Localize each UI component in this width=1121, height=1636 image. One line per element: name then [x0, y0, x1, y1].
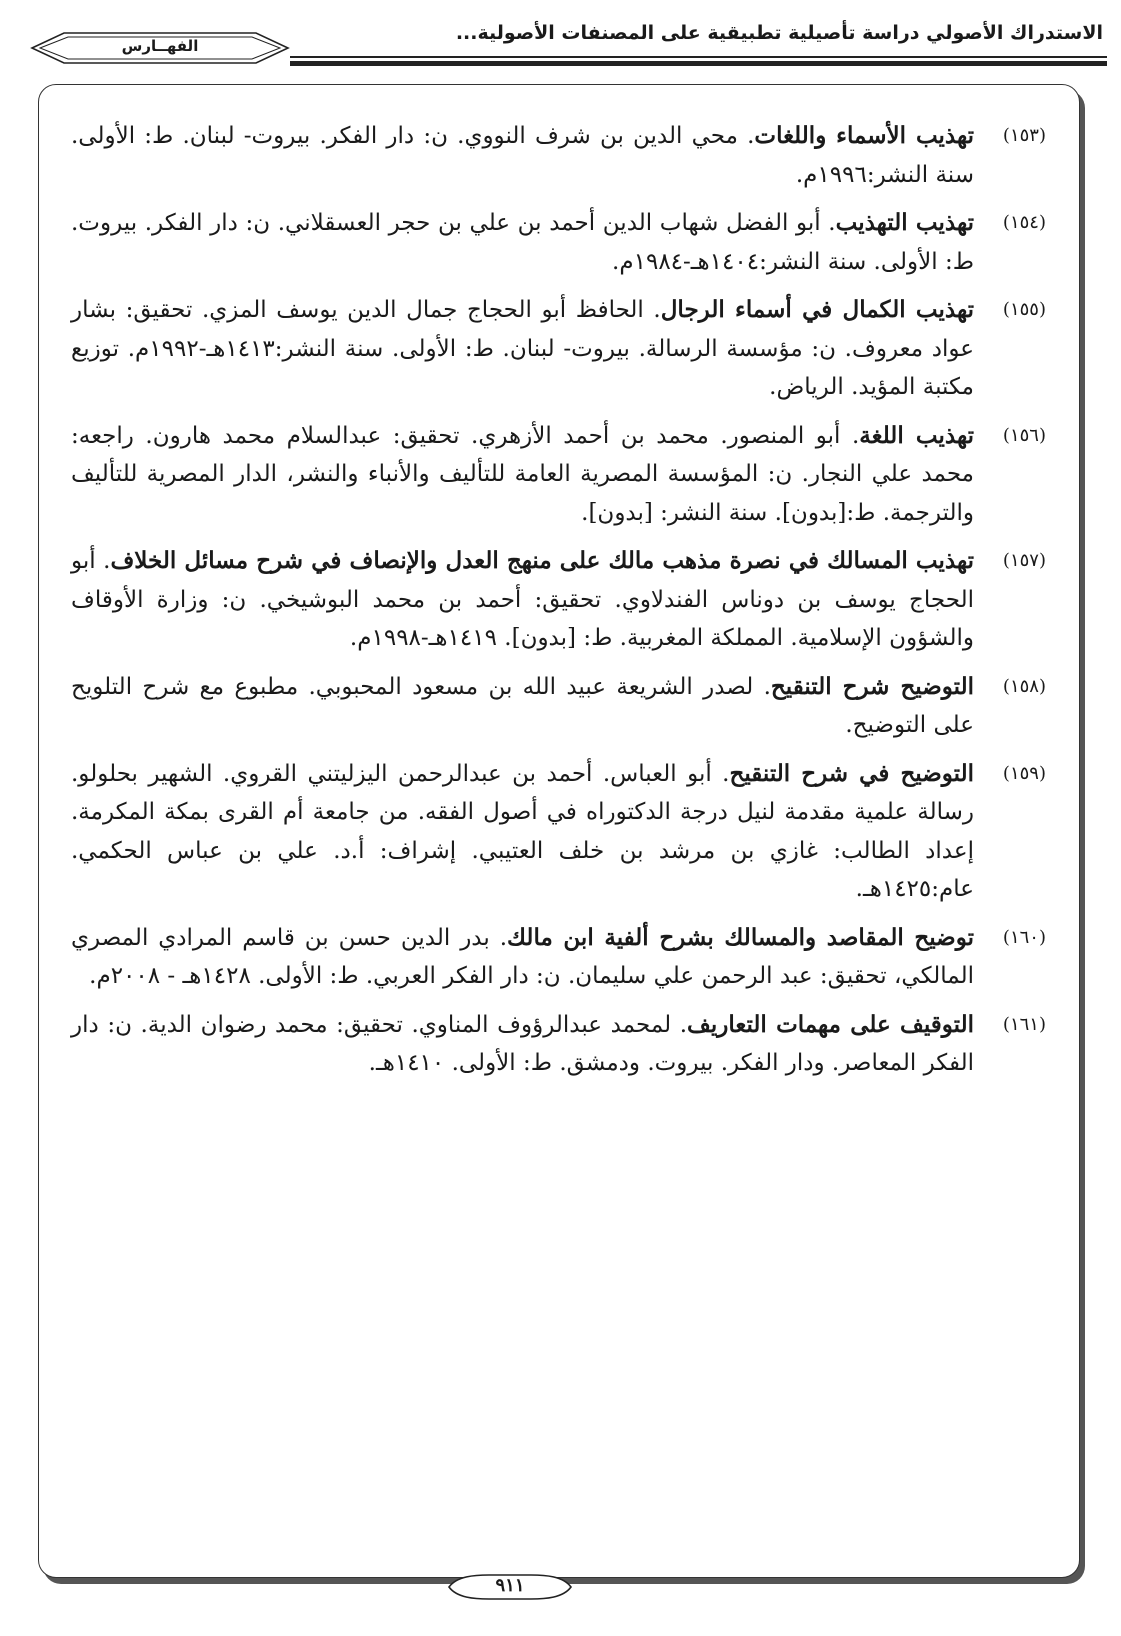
- bibliography-entry: [71, 204, 1046, 281]
- bibliography-entry: [71, 417, 1046, 533]
- entry-title: التوضيح في شرح التنقيح: [729, 759, 974, 787]
- page-number: ٩١١: [495, 1575, 525, 1596]
- entry-title: تهذيب اللغة: [859, 421, 974, 449]
- entry-number: (١٥٩): [1002, 762, 1046, 784]
- entry-title: تهذيب الكمال في أسماء الرجال: [660, 296, 974, 323]
- bibliography-entry: [71, 668, 1046, 745]
- entry-details: . محي الدين بن شرف النووي. ن: دار الفكر. بيروت- لبنان. ط: الأولى. سنة النشر:١٩٩٦م.: [71, 123, 974, 188]
- entry-number: (١٥٧): [1002, 550, 1046, 571]
- bibliography-entry: [71, 117, 1046, 194]
- entry-details: . لمحمد عبدالرؤوف المناوي. تحقيق: محمد رضوان الدية. ن: دار الفكر المعاصر. ودار الفكر. بيروت. ودمشق. ط: الأولى. ١٤١٠هـ.: [71, 1011, 974, 1076]
- entry-title: تهذيب الأسماء واللغات: [754, 122, 975, 149]
- entry-title: تهذيب التهذيب: [835, 209, 974, 236]
- entry-details: . أبو الحجاج يوسف بن دوناس الفندلاوي. تحقيق: أحمد بن محمد البوشيخي. ن: وزارة الأوقاف والشؤون الإسلامية. المملكة المغربية. ط: [بدون]. ١٤١٩هـ-١٩٩٨م.: [71, 548, 974, 651]
- entry-details: . لصدر الشريعة عبيد الله بن مسعود المحبوبي. مطبوع مع شرح التلويح على التوضيح.: [71, 673, 974, 738]
- bibliography-entry: [71, 755, 1046, 909]
- bibliography-entry: [71, 542, 1046, 658]
- section-label: الفهــارس: [121, 37, 199, 55]
- entry-details: . بدر الدين حسن بن قاسم المرادي المصري المالكي، تحقيق: عبد الرحمن علي سليمان. ن: دار الفكر العربي. ط: الأولى. ١٤٢٨هـ - ٢٠٠٨م.: [71, 924, 974, 989]
- entry-number: (١٥٤): [1002, 212, 1046, 233]
- section-tab: [30, 30, 290, 66]
- entry-number: (١٥٣): [1002, 125, 1046, 146]
- header-rule-thin: [290, 56, 1107, 58]
- entry-details: . الحافظ أبو الحجاج جمال الدين يوسف المزي. تحقيق: بشار عواد معروف. ن: مؤسسة الرسالة. بيروت- لبنان. ط: الأولى. سنة النشر:١٤١٣هـ-١٩٩٢م. توزيع مكتبة المؤيد. الرياض.: [71, 297, 974, 400]
- page-number-badge: [445, 1572, 575, 1602]
- entry-number: (١٥٦): [1002, 424, 1046, 446]
- bibliography-list: [71, 117, 1046, 1093]
- book-title: الاستدراك الأصولي دراسة تأصيلية تطبيقية على المصنفات الأصولية...: [455, 22, 1103, 44]
- bibliography-entry: [71, 1006, 1046, 1083]
- entry-title: توضيح المقاصد والمسالك بشرح ألفية ابن مالك: [507, 923, 974, 951]
- entry-number: (١٦٠): [1002, 926, 1046, 948]
- entry-title: تهذيب المسالك في نصرة مذهب مالك على منهج العدل والإنصاف في شرح مسائل الخلاف: [110, 547, 974, 574]
- entry-details: . أبو المنصور. محمد بن أحمد الأزهري. تحقيق: عبدالسلام محمد هارون. راجعه: محمد علي النجار. ن: المؤسسة المصرية العامة للتأليف والأنباء والنشر، الدار المصرية للتأليف والترجمة. ط:[بدون]. سنة النشر: [بدون].: [71, 422, 974, 526]
- bibliography-entry: [71, 291, 1046, 407]
- entry-number: (١٥٥): [1002, 299, 1046, 320]
- entry-title: التوقيف على مهمات التعاريف: [687, 1010, 974, 1038]
- entry-number: (١٥٨): [1002, 675, 1046, 697]
- header-rule-thick: [290, 61, 1107, 66]
- bibliography-entry: [71, 919, 1046, 996]
- entry-details: . أبو الفضل شهاب الدين أحمد بن علي بن حجر العسقلاني. ن: دار الفكر. بيروت. ط: الأولى. سنة النشر:١٤٠٤هـ-١٩٨٤م.: [71, 210, 974, 275]
- entry-title: التوضيح شرح التنقيح: [770, 672, 974, 700]
- entry-number: (١٦١): [1002, 1013, 1046, 1035]
- entry-details: . أبو العباس. أحمد بن عبدالرحمن اليزليتني القروي. الشهير بحلولو. رسالة علمية مقدمة لنيل درجة الدكتوراه في أصول الفقه. من جامعة أم القرى بمكة المكرمة. إعداد الطالب: غازي بن مرشد بن خلف العتيبي. إشراف: أ.د. علي بن عباس الحكمي. عام:١٤٢٥هـ.: [71, 760, 974, 902]
